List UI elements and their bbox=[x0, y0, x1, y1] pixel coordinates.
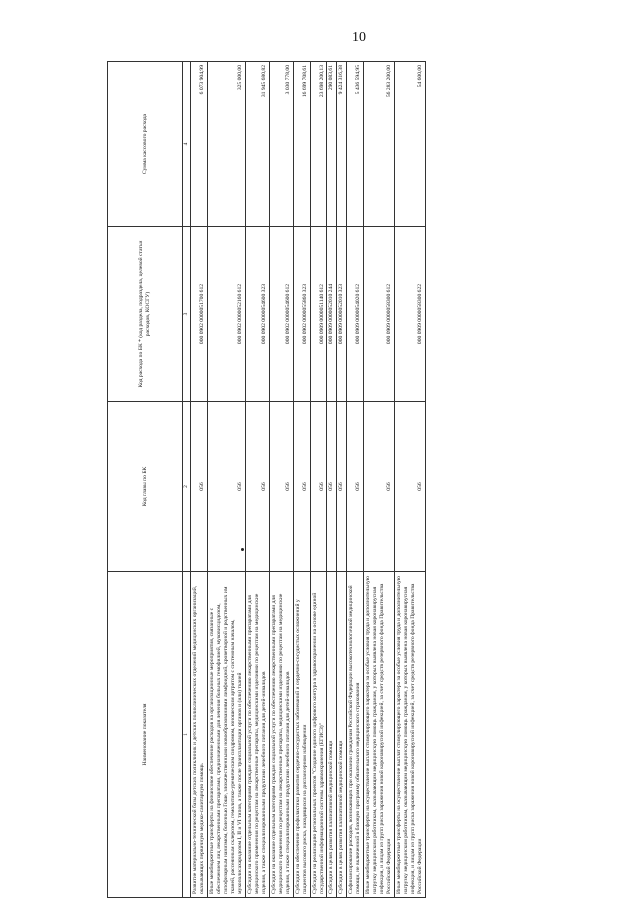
header-chapter-code: Код главы по БК bbox=[108, 402, 183, 572]
row-expense-code: 000 0902 0000051700 612 bbox=[190, 227, 207, 402]
row-name: Иные межбюджетные трансферты на осуществление выплат стимулирующего характера за особые условия труда и дополнительную нагрузку медицинским работникам, оказывающим медицинскую помощь гражданам, у которых выявлена новая коронавирусная инфекция, и лицам из групп риска заражения новой коронавирусной инфекцией, за счет средств резервного фонда Правительства Российской Федерации bbox=[395, 572, 426, 898]
row-name: Субсидии в целях развития паллиативной медицинской помощи bbox=[337, 572, 347, 898]
column-number: 4 bbox=[183, 62, 191, 227]
row-amount: 23 698 200,13 bbox=[310, 62, 327, 227]
row-chapter-code: 056 bbox=[245, 402, 269, 572]
row-amount: 56 283 200,00 bbox=[364, 62, 395, 227]
row-amount: 325 000,00 bbox=[207, 62, 245, 227]
row-name: Субсидии в целях развития паллиативной медицинской помощи bbox=[327, 572, 337, 898]
row-name: Субсидии на обеспечение профилактики развития сердечно-сосудистых заболеваний и сердечно-сосудистых осложнений у пациентов высокого риска, находящихся на диспансерном наблюдении bbox=[293, 572, 310, 898]
table-row bbox=[269, 62, 293, 898]
row-amount: 3 030 778,00 bbox=[269, 62, 293, 227]
row-name: Субсидии на реализацию региональных проектов "Создание единого цифрового контура в здравоохранении на основе единой государственной информационной системы здравоохранения (ЕГИСЗ)" bbox=[310, 572, 327, 898]
row-name: Развитие материально-технической базы детских поликлиник и детских поликлинических отделений медицинских организаций, оказывающих первичную медико-санитарную помощь bbox=[190, 572, 207, 898]
table-row bbox=[293, 62, 310, 898]
row-expense-code: 000 0909 0000054020 612 bbox=[347, 227, 364, 402]
row-chapter-code: 056 bbox=[395, 402, 426, 572]
row-name: Иные межбюджетные трансферты на финансовое обеспечение расходов на организационные мероприятия, связанные с обеспечением лиц лекарственными препаратами, предназначенными для лечения больных гемофилией, муковисцидозом, гипофизарным нанизмом, болезнью Гоше, злокачественными новообразованиями лимфоидной, кроветворной и родственных им тканей, рассеянным склерозом, гемолитико-уремическим синдромом, юношеским артритом с системным началом, мукополисахаридозом I, II и VI типов, а также после трансплантации органов и (или) тканей bbox=[207, 572, 245, 898]
row-name: Иные межбюджетные трансферты на осуществление выплат стимулирующего характера за особые условия труда и дополнительную нагрузку медицинским работникам, оказывающим медицинскую помощь гражданам, у которых выявлена новая коронавирусная инфекция, и лицам из групп риска заражения новой коронавирусной инфекцией, за счет средств резервного фонда Правительства Российской Федерации bbox=[364, 572, 395, 898]
row-expense-code: 000 0909 0000051140 612 bbox=[310, 227, 327, 402]
column-number-row bbox=[183, 62, 191, 898]
table-row bbox=[395, 62, 426, 898]
table-header-row bbox=[108, 62, 183, 898]
row-expense-code: 000 0902 0000052160 612 bbox=[207, 227, 245, 402]
column-number: 2 bbox=[183, 402, 191, 572]
table-row bbox=[327, 62, 337, 898]
table-row bbox=[310, 62, 327, 898]
header-name: Наименование показателя bbox=[108, 572, 183, 898]
row-chapter-code: 056 bbox=[347, 402, 364, 572]
row-chapter-code: 056 bbox=[190, 402, 207, 572]
table-row bbox=[364, 62, 395, 898]
table-row bbox=[207, 62, 245, 898]
row-amount: 31 945 680,82 bbox=[245, 62, 269, 227]
header-amount: Сумма кассового расхода bbox=[108, 62, 183, 227]
row-chapter-code: 056 bbox=[207, 402, 245, 572]
rotated-table-container bbox=[107, 62, 591, 898]
row-name: Субсидии на оказание отдельным категориям граждан социальной услуги по обеспечению лекарственными препаратами для медицинского применения по рецептам на лекарственные препараты, медицинскими изделиями по рецептам на медицинские изделия, а также специализированными продуктами лечебного питания для детей-инвалидов bbox=[245, 572, 269, 898]
header-expense-code: Код расхода по БК * (код раздела, подраздела, целевой статьи расходов, КОСГУ) bbox=[108, 227, 183, 402]
row-amount: 54 600,00 bbox=[395, 62, 426, 227]
row-chapter-code: 056 bbox=[269, 402, 293, 572]
row-name: Субсидии на оказание отдельным категориям граждан социальной услуги по обеспечению лекарственными препаратами для медицинского применения по рецептам на лекарственные препараты, медицинскими изделиями по рецептам на медицинские изделия, а также специализированными продуктами лечебного питания для детей-инвалидов bbox=[269, 572, 293, 898]
row-amount: 5 436 594,95 bbox=[347, 62, 364, 227]
column-number: 3 bbox=[183, 227, 191, 402]
row-amount: 16 699 708,61 bbox=[293, 62, 310, 227]
row-amount: 9 424 316,38 bbox=[337, 62, 347, 227]
row-chapter-code: 056 bbox=[364, 402, 395, 572]
table-row bbox=[190, 62, 207, 898]
row-expense-code: 000 0902 0000054600 612 bbox=[269, 227, 293, 402]
table-row bbox=[347, 62, 364, 898]
row-chapter-code: 056 bbox=[327, 402, 337, 572]
page-number: 10 bbox=[352, 30, 366, 45]
table-row bbox=[337, 62, 347, 898]
row-name: Софинансирование расходов, возникающих при оказании гражданам Российской Федерации высокотехнологичной медицинской помощи, не включенной в базовую программу обязательного медицинского страхования bbox=[347, 572, 364, 898]
table-row bbox=[245, 62, 269, 898]
row-chapter-code: 056 bbox=[293, 402, 310, 572]
row-expense-code: 000 0909 0000052010 244 bbox=[327, 227, 337, 402]
column-number: 1 bbox=[183, 572, 191, 898]
row-expense-code: 000 0909 0000052010 323 bbox=[337, 227, 347, 402]
row-amount: 290 083,61 bbox=[327, 62, 337, 227]
row-expense-code: 000 0909 0000058300 612 bbox=[364, 227, 395, 402]
row-amount: 6 073 904,99 bbox=[190, 62, 207, 227]
row-expense-code: 000 0902 0000055860 323 bbox=[293, 227, 310, 402]
row-expense-code: 000 0909 0000058300 622 bbox=[395, 227, 426, 402]
row-expense-code: 000 0902 0000054600 323 bbox=[245, 227, 269, 402]
row-chapter-code: 056 bbox=[310, 402, 327, 572]
expenditure-table bbox=[107, 61, 426, 898]
row-chapter-code: 056 bbox=[337, 402, 347, 572]
